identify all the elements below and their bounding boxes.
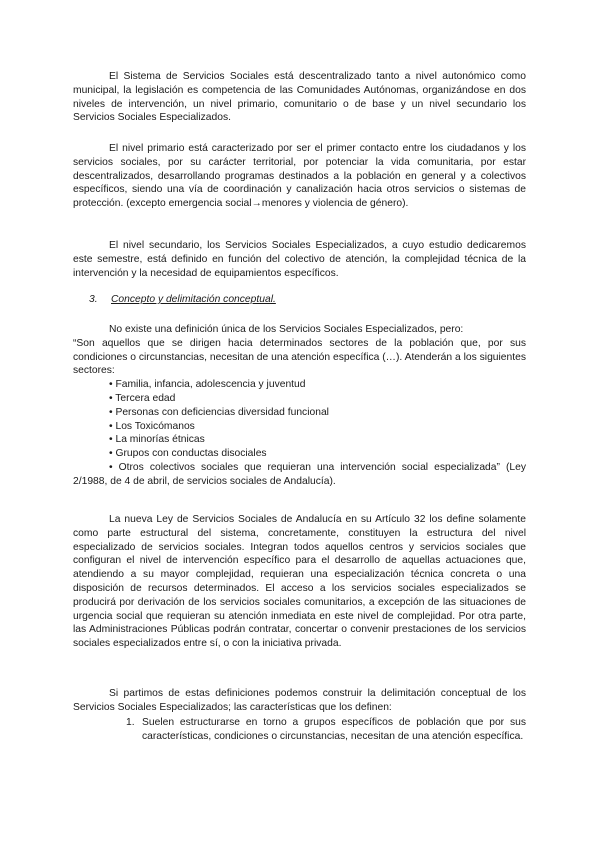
list-item: • Tercera edad — [109, 392, 176, 404]
list-item-text: Suelen estructurarse en torno a grupos específicos de población que por sus características, condiciones o circunstancias, necesitan de una atención específica. — [142, 717, 526, 742]
paragraph-sistema: El Sistema de Servicios Sociales está descentralizado tanto a nivel autonómico como municipal, la legislación es competencia de las Comunidades Autónomas, organizándose en dos niveles de intervención, un nivel primario, comunitario o de base y un nivel secundario los Servicios Sociales Especializados. — [73, 71, 526, 124]
section-title: Concepto y delimitación conceptual. — [111, 294, 276, 305]
sector-list — [73, 378, 526, 461]
list-item — [73, 716, 526, 744]
characteristics-list — [73, 716, 526, 744]
paragraph-nivel-secundario: El nivel secundario, los Servicios Sociales Especializados, a cuyo estudio dedicaremos este semestre, está definido en función del colectivo de atención, la complejidad técnica de la intervención y la necesidad de equipamientos específicos. — [73, 240, 526, 279]
sector-last-item: • Otros colectivos sociales que requieran una intervención social especializada” (Ley 2/1988, de 4 de abril, de servicios sociales de Andalucía). — [73, 461, 526, 487]
definition-block — [73, 323, 526, 489]
paragraph-nueva-ley: La nueva Ley de Servicios Sociales de Andalucía en su Artículo 32 los define solamente como parte estructural del sistema, concretamente, constituyen la estructura del nivel especializado de servicios sociales. Integran todos aquellos centros y servicios sociales que configuran el nivel de intervención específico para el desarrollo de aquellas actuaciones que, atendiendo a su mayor complejidad, requieran una especialización técnica concreta o una disposición de recursos determinados. El acceso a los servicios sociales especializados se producirá por derivación de los servicios sociales comunitarios, a excepción de las situaciones de urgencia social que requieran su atención inmediata en este nivel de complejidad. Por otra parte, las Administraciones Públicas podrán contratar, concertar o convenir prestaciones de los servicios sociales especializados entre sí, o con la iniciativa privada. — [73, 514, 526, 650]
paragraph-nivel-primario: El nivel primario está caracterizado por ser el primer contacto entre los ciudadanos y los servicios sociales, por su carácter territorial, por potenciar la vida comunitaria, por estar descentralizados, desarrollando programas destinados a la población en general y a colectivos específicos, siendo una vía de coordinación y canalización hacia otros servicios o sistemas de protección. (excepto emergencia social→menores y violencia de género). — [73, 143, 526, 210]
list-item: • Grupos con conductas disociales — [109, 448, 267, 460]
section-number: 3. — [89, 294, 98, 305]
list-item: • Los Toxicómanos — [109, 420, 195, 432]
list-item: • La minorías étnicas — [109, 434, 205, 446]
paragraph-delimitacion: Si partimos de estas definiciones podemos construir la delimitación conceptual de los Servicios Sociales Especializados; las características que los definen: — [73, 688, 526, 713]
list-item: • Familia, infancia, adolescencia y juventud — [109, 379, 306, 391]
definition-quote: “Son aquellos que se dirigen hacia determinados sectores de la población que, por sus condiciones o circunstancias, necesitan de una atención específica (…). Atenderán a los siguientes sectores: — [73, 337, 526, 377]
section-heading — [89, 293, 276, 307]
list-item-number: 1. — [126, 717, 135, 728]
definition-intro: No existe una definición única de los Servicios Sociales Especializados, pero: — [109, 324, 464, 335]
list-item: • Personas con deficiencias diversidad funcional — [109, 406, 329, 418]
